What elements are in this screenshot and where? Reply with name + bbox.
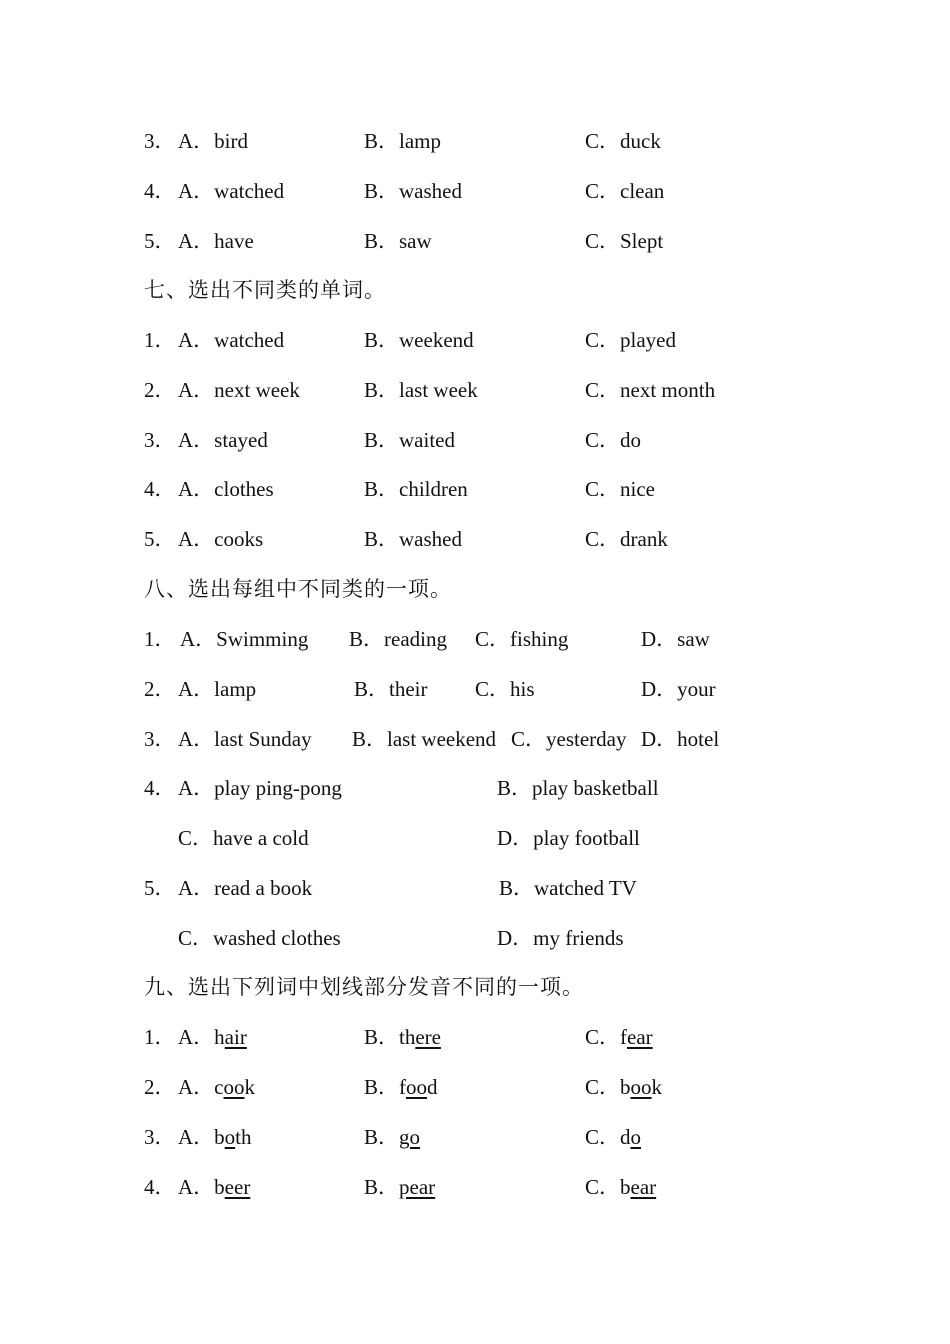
option-a: A．next week — [178, 378, 300, 402]
option-c: C．book — [585, 1075, 663, 1099]
option-d: D．your — [641, 677, 716, 701]
option-c: C．played — [585, 328, 676, 352]
question-row — [0, 1120, 950, 1154]
option-a: A．play ping-pong — [178, 776, 342, 800]
option-c: C．yesterday — [511, 727, 627, 751]
option-a: A．beer — [178, 1175, 251, 1199]
option-b: B．weekend — [364, 328, 474, 352]
underlined-letters: pear — [399, 1175, 436, 1199]
section-heading: 九、选出下列词中划线部分发音不同的一项。 — [144, 975, 584, 999]
option-b: B．their — [354, 677, 428, 701]
option-b: B．washed — [364, 527, 462, 551]
underlined-letters: oo — [406, 1075, 427, 1099]
section-heading: 八、选出每组中不同类的一项。 — [144, 577, 452, 601]
option-b: B．waited — [364, 428, 455, 452]
underlined-letters: o — [224, 1125, 236, 1149]
question-number: 3． — [144, 129, 176, 153]
question-number: 2． — [144, 378, 176, 402]
option-a: A．clothes — [178, 477, 274, 501]
question-number: 1． — [144, 1025, 176, 1049]
option-a: A．hair — [178, 1025, 247, 1049]
underlined-letters: ear — [630, 1175, 657, 1199]
option-c: C．washed clothes — [178, 926, 341, 950]
option-c: C．bear — [585, 1175, 657, 1199]
option-c: C．nice — [585, 477, 655, 501]
question-row-continued — [0, 821, 950, 855]
question-number: 1． — [144, 627, 176, 651]
option-c: C．drank — [585, 527, 668, 551]
question-row — [0, 174, 950, 208]
option-a: A．cooks — [178, 527, 264, 551]
option-a: A．lamp — [178, 677, 257, 701]
underlined-letters: o — [630, 1125, 642, 1149]
option-c: C．duck — [585, 129, 661, 153]
option-b: B．watched TV — [499, 876, 637, 900]
question-row — [0, 622, 950, 656]
question-number: 3． — [144, 727, 176, 751]
option-a: A．both — [178, 1125, 252, 1149]
question-row — [0, 522, 950, 556]
option-c: C．fishing — [475, 627, 569, 651]
question-number: 4． — [144, 776, 176, 800]
question-row — [0, 1070, 950, 1104]
option-b: B．play basketball — [497, 776, 659, 800]
underlined-letters: oo — [630, 1075, 652, 1099]
option-b: B．lamp — [364, 129, 441, 153]
option-c: C．do — [585, 428, 642, 452]
option-c: C．next month — [585, 378, 716, 402]
option-c: C．clean — [585, 179, 665, 203]
option-d: D．play football — [497, 826, 640, 850]
question-number: 1． — [144, 328, 176, 352]
option-b: B．reading — [349, 627, 447, 651]
underlined-letters: oo — [223, 1075, 245, 1099]
question-row — [0, 224, 950, 258]
question-number: 5． — [144, 876, 176, 900]
question-number: 4． — [144, 1175, 176, 1199]
option-a: A．cook — [178, 1075, 255, 1099]
option-b: B．washed — [364, 179, 462, 203]
option-a: A．bird — [178, 129, 248, 153]
option-c: C．Slept — [585, 229, 664, 253]
underlined-letters: air — [224, 1025, 247, 1049]
option-d: D．saw — [641, 627, 710, 651]
question-row — [0, 423, 950, 457]
question-row — [0, 373, 950, 407]
question-row — [0, 722, 950, 756]
question-row — [0, 771, 950, 805]
option-a: A．watched — [178, 328, 285, 352]
question-row — [0, 472, 950, 506]
question-row — [0, 672, 950, 706]
option-b: B．last weekend — [352, 727, 497, 751]
question-row — [0, 1170, 950, 1204]
option-a: A．Swimming — [180, 627, 309, 651]
option-b: B．there — [364, 1025, 441, 1049]
question-number: 4． — [144, 477, 176, 501]
option-d: D．my friends — [497, 926, 624, 950]
question-number: 3． — [144, 428, 176, 452]
option-a: A．have — [178, 229, 254, 253]
option-c: C．do — [585, 1125, 642, 1149]
option-c: C．his — [475, 677, 535, 701]
section-heading: 七、选出不同类的单词。 — [144, 278, 386, 302]
option-d: D．hotel — [641, 727, 720, 751]
option-a: A．read a book — [178, 876, 313, 900]
question-row — [0, 871, 950, 905]
option-c: C．have a cold — [178, 826, 309, 850]
option-a: A．stayed — [178, 428, 268, 452]
option-b: B．children — [364, 477, 468, 501]
question-number: 4． — [144, 179, 176, 203]
option-a: A．last Sunday — [178, 727, 312, 751]
option-b: B．food — [364, 1075, 438, 1099]
option-b: B．pear — [364, 1175, 436, 1199]
option-c: C．fear — [585, 1025, 653, 1049]
underlined-letters: go — [399, 1125, 421, 1149]
option-a: A．watched — [178, 179, 285, 203]
question-number: 2． — [144, 1075, 176, 1099]
underlined-letters: eer — [224, 1175, 251, 1199]
underlined-letters: ere — [415, 1025, 441, 1049]
option-b: B．go — [364, 1125, 421, 1149]
underlined-letters: ear — [627, 1025, 653, 1049]
question-row — [0, 323, 950, 357]
option-b: B．saw — [364, 229, 432, 253]
question-number: 5． — [144, 527, 176, 551]
question-number: 3． — [144, 1125, 176, 1149]
question-row — [0, 124, 950, 158]
question-row-continued — [0, 921, 950, 955]
question-number: 2． — [144, 677, 176, 701]
question-row — [0, 1020, 950, 1054]
option-b: B．last week — [364, 378, 478, 402]
question-number: 5． — [144, 229, 176, 253]
